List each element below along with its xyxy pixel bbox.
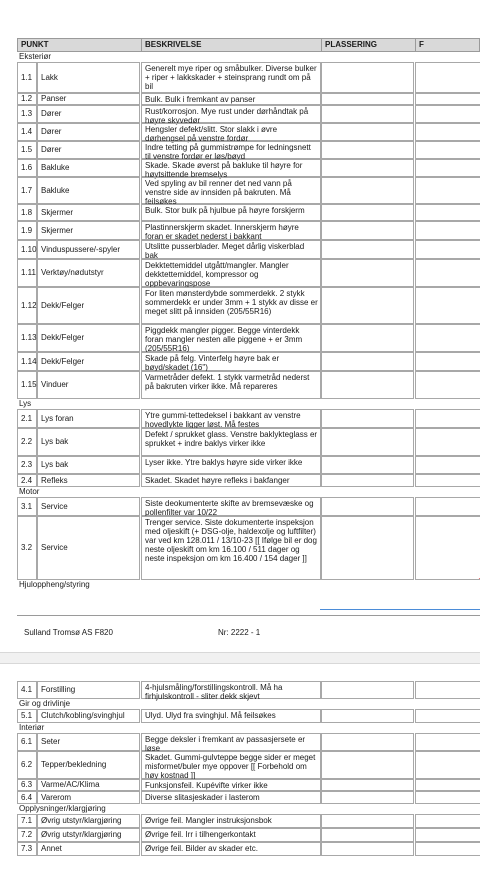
row-plassering-cell <box>321 681 414 699</box>
table-row <box>17 842 480 856</box>
row-number: 3.2 <box>21 543 33 552</box>
row-extra-cell <box>415 779 480 791</box>
row-extra-cell <box>415 709 480 723</box>
row-description: Skade på felg. Vinterfelg høyre bak er bøyd/skadet (16") <box>145 354 280 372</box>
row-point: Øvrig utstyr/klargjøring <box>41 830 122 839</box>
row-number: 2.3 <box>21 460 33 469</box>
section-heading: Hjuloppheng/styring <box>19 580 90 589</box>
row-description: Bulk. Stor bulk på hjulbue på høyre forskjerm <box>145 206 305 215</box>
row-plassering-cell <box>321 497 414 516</box>
row-number: 6.4 <box>21 792 33 802</box>
row-description-cell <box>141 352 321 371</box>
section-heading: Opplysninger/klargjøring <box>19 804 106 813</box>
row-number: 3.1 <box>21 501 33 511</box>
row-description: Hengsler defekt/slitt. Stor slakk i øvre dørhengsel på venstre fordør <box>145 125 278 143</box>
header-extra: F <box>415 39 424 51</box>
row-point: Bakluke <box>41 185 70 195</box>
row-point: Dekk/Felger <box>41 356 85 366</box>
table-row <box>17 123 480 141</box>
row-plassering-cell <box>321 324 414 352</box>
row-description: Piggdekk mangler pigger. Begge vinterdekk foran mangler nesten alle piggene + er 3mm (205/55R16) <box>145 326 303 353</box>
row-point-cell <box>37 497 140 516</box>
row-number: 6.1 <box>21 737 33 746</box>
row-number-cell <box>17 791 37 804</box>
table-row <box>17 409 480 428</box>
row-point: Service <box>41 501 68 511</box>
row-description-cell <box>141 141 321 159</box>
row-extra-cell <box>415 159 480 177</box>
table-row <box>17 324 480 352</box>
row-point: Forstilling <box>41 685 76 694</box>
footer-company: Sulland Tromsø AS F820 <box>24 628 113 637</box>
row-description: Øvrige feil. Mangler instruksjonsbok <box>145 816 272 825</box>
row-extra-cell <box>415 681 480 699</box>
row-number-cell <box>17 681 37 699</box>
row-number-cell <box>17 814 37 828</box>
row-number: 6.3 <box>21 780 33 789</box>
row-number: 1.11 <box>21 268 36 277</box>
row-point: Annet <box>41 844 62 853</box>
row-plassering-cell <box>321 779 414 791</box>
row-number-cell <box>17 324 37 352</box>
row-number-cell <box>17 240 37 259</box>
row-point-cell <box>37 516 140 580</box>
row-number-cell <box>17 93 37 105</box>
row-description-cell <box>141 709 321 723</box>
section-heading: Motor <box>19 487 40 496</box>
row-plassering-cell <box>321 240 414 259</box>
row-number: 6.2 <box>21 760 33 769</box>
row-point: Dører <box>41 127 62 136</box>
row-extra-cell <box>415 428 480 456</box>
table-row <box>17 828 480 842</box>
page-divider <box>17 615 480 616</box>
table-row <box>17 352 480 371</box>
table-row <box>17 709 480 723</box>
table-row <box>17 62 480 93</box>
row-plassering-cell <box>321 371 414 399</box>
row-number-cell <box>17 141 37 159</box>
row-description: Rust/korrosjon. Mye rust under dørhåndtak på høyre skyvedør <box>145 107 309 125</box>
row-point: Lys bak <box>41 437 69 446</box>
row-description-cell <box>141 497 321 516</box>
row-number-cell <box>17 177 37 204</box>
row-description: Defekt / sprukket glass. Venstre baklykteglass er sprukket + indre baklys virker ikke <box>145 430 318 448</box>
header-beskrivelse: BESKRIVELSE <box>141 39 201 51</box>
row-description-cell <box>141 324 321 352</box>
row-number-cell <box>17 428 37 456</box>
row-point-cell <box>37 428 140 456</box>
row-extra-cell <box>415 751 480 779</box>
row-point: Skjermer <box>41 225 74 235</box>
row-description: 4-hjulsmåling/forstillingskontroll. Må ha firhjulskontroll - sliter dekk skjevt <box>145 683 283 701</box>
row-point: Vinduspussere/-spyler <box>41 244 121 254</box>
row-number: 1.3 <box>21 109 33 118</box>
row-description: Ved spyling av bil renner det ned vann på venstre side av innsiden på bakruten. Må feilsøkes <box>145 179 292 206</box>
row-plassering-cell <box>321 105 414 123</box>
row-description-cell <box>141 779 321 791</box>
table-row <box>17 791 480 804</box>
row-point: Dekk/Felger <box>41 300 85 310</box>
row-extra-cell <box>415 177 480 204</box>
row-point: Lys bak <box>41 460 69 469</box>
row-description-cell <box>141 204 321 221</box>
table-row <box>17 474 480 487</box>
row-point: Dører <box>41 145 62 154</box>
row-point-cell <box>37 409 140 428</box>
row-number: 1.13 <box>21 333 37 342</box>
row-point-cell <box>37 177 140 204</box>
row-point: Skjermer <box>41 207 74 217</box>
row-description-cell <box>141 751 321 779</box>
row-description: Skade. Skade øverst på bakluke til høyre for høytsittende bremselys <box>145 161 303 179</box>
header-punkt: PUNKT <box>21 40 49 49</box>
row-number: 7.1 <box>21 816 33 825</box>
row-point: Dører <box>41 109 62 118</box>
row-description: Øvrige feil. Bilder av skader etc. <box>145 844 258 853</box>
page-divider-accent <box>320 609 480 610</box>
row-extra-cell <box>415 221 480 240</box>
row-plassering-cell <box>321 751 414 779</box>
row-point-cell <box>37 352 140 371</box>
row-extra-cell <box>415 93 480 105</box>
footer-number: Nr: 2222 - 1 <box>218 628 261 637</box>
row-number: 2.2 <box>21 437 33 446</box>
row-extra-cell <box>415 733 480 751</box>
row-point: Tepper/bekledning <box>41 760 107 769</box>
row-description: Diverse slitasjeskader i lasterom <box>145 793 260 802</box>
row-point-cell <box>37 123 140 141</box>
row-point-cell <box>37 93 140 105</box>
table-row <box>17 105 480 123</box>
table-row <box>17 751 480 779</box>
row-number: 1.4 <box>21 127 33 136</box>
row-point-cell <box>37 287 140 324</box>
row-point-cell <box>37 62 140 93</box>
row-description-cell <box>141 733 321 751</box>
row-plassering-cell <box>321 791 414 804</box>
row-description-cell <box>141 828 321 842</box>
row-extra-cell <box>415 409 480 428</box>
row-description-cell <box>141 791 321 804</box>
row-extra-cell <box>415 62 480 93</box>
row-point-cell <box>37 456 140 474</box>
row-number: 7.2 <box>21 830 33 839</box>
row-plassering-cell <box>321 516 414 580</box>
row-extra-cell <box>415 141 480 159</box>
row-extra-cell <box>415 516 480 580</box>
row-extra-cell <box>415 105 480 123</box>
row-plassering-cell <box>321 456 414 474</box>
row-description-cell <box>141 259 321 287</box>
row-description-cell <box>141 681 321 699</box>
table-row <box>17 497 480 516</box>
table-row <box>17 221 480 240</box>
table-row <box>17 177 480 204</box>
row-number-cell <box>17 221 37 240</box>
row-description-cell <box>141 814 321 828</box>
row-number-cell <box>17 287 37 324</box>
row-plassering-cell <box>321 204 414 221</box>
row-plassering-cell <box>321 221 414 240</box>
row-number-cell <box>17 371 37 399</box>
row-point-cell <box>37 814 140 828</box>
row-description: Siste deokumenterte skifte av bremsevæske og pollenfilter var 10/22 <box>145 499 314 517</box>
row-point-cell <box>37 324 140 352</box>
row-description: Indre tetting på gummistrømpe for ledningsnett til venstre fordør er løs/bøyd <box>145 143 311 161</box>
row-point-cell <box>37 141 140 159</box>
row-plassering-cell <box>321 474 414 487</box>
row-number-cell <box>17 709 37 723</box>
table-row <box>17 204 480 221</box>
row-description: Lyser ikke. Ytre baklys høyre side virker ikke <box>145 458 303 467</box>
row-point: Lakk <box>41 72 58 82</box>
table-row <box>17 814 480 828</box>
row-number: 1.14 <box>21 356 37 366</box>
row-description-cell <box>141 409 321 428</box>
row-point: Varerom <box>41 792 72 802</box>
row-point-cell <box>37 681 140 699</box>
row-point: Refleks <box>41 475 68 485</box>
row-number: 1.12 <box>21 300 37 310</box>
row-number-cell <box>17 204 37 221</box>
row-point-cell <box>37 371 140 399</box>
table-row <box>17 259 480 287</box>
row-plassering-cell <box>321 814 414 828</box>
row-plassering-cell <box>321 259 414 287</box>
row-description: Skadet. Skadet høyre refleks i bakfanger <box>145 476 290 485</box>
row-plassering-cell <box>321 709 414 723</box>
row-description: Bulk. Bulk i fremkant av panser <box>145 95 256 104</box>
row-description-cell <box>141 221 321 240</box>
row-description: Varmetråder defekt. 1 stykk varmetråd nederst på bakruten virker ikke. Må repareres <box>145 373 310 391</box>
margin-mark: · <box>478 574 481 583</box>
row-plassering-cell <box>321 828 414 842</box>
row-description-cell <box>141 474 321 487</box>
row-number: 1.7 <box>21 185 33 195</box>
row-number-cell <box>17 474 37 487</box>
row-point: Lys foran <box>41 413 74 423</box>
row-number-cell <box>17 62 37 93</box>
row-description-cell <box>141 456 321 474</box>
row-point-cell <box>37 105 140 123</box>
row-number-cell <box>17 516 37 580</box>
row-extra-cell <box>415 828 480 842</box>
row-point-cell <box>37 791 140 804</box>
row-description: Utslitte pusserblader. Meget dårlig viskerblad bak <box>145 242 305 260</box>
row-point: Service <box>41 543 68 552</box>
row-description-cell <box>141 371 321 399</box>
row-description: Begge deksler i fremkant av passasjersete er løse <box>145 735 306 753</box>
row-extra-cell <box>415 497 480 516</box>
row-number: 1.1 <box>21 72 33 82</box>
page-gap <box>0 652 480 664</box>
row-point-cell <box>37 779 140 791</box>
row-point: Panser <box>41 94 67 103</box>
row-plassering-cell <box>321 93 414 105</box>
table-row <box>17 93 480 105</box>
row-point: Dekk/Felger <box>41 333 85 342</box>
row-number: 2.4 <box>21 475 33 485</box>
row-number: 7.3 <box>21 844 33 853</box>
table-row <box>17 159 480 177</box>
row-description-cell <box>141 159 321 177</box>
row-number-cell <box>17 733 37 751</box>
row-plassering-cell <box>321 409 414 428</box>
row-number-cell <box>17 828 37 842</box>
row-plassering-cell <box>321 842 414 856</box>
row-number-cell <box>17 105 37 123</box>
row-plassering-cell <box>321 287 414 324</box>
row-number-cell <box>17 456 37 474</box>
row-point: Bakluke <box>41 163 70 172</box>
row-extra-cell <box>415 791 480 804</box>
row-point: Seter <box>41 737 61 746</box>
row-point-cell <box>37 828 140 842</box>
row-number-cell <box>17 123 37 141</box>
row-extra-cell <box>415 371 480 399</box>
row-description: Ytre gummi-tettedeksel i bakkant av venstre hovedlykte ligger løst. Må festes <box>145 411 301 429</box>
row-extra-cell <box>415 259 480 287</box>
row-extra-cell <box>415 324 480 352</box>
row-description-cell <box>141 842 321 856</box>
table-row <box>17 240 480 259</box>
row-number-cell <box>17 159 37 177</box>
row-number: 1.9 <box>21 225 33 235</box>
row-number: 2.1 <box>21 413 33 423</box>
section-heading: Eksteriør <box>19 52 51 61</box>
row-description: Skadet. Gummi-gulvteppe begge sider er meget misformet/buler mye oppover [[ Forbehold om høy kostnad ]] <box>145 753 316 780</box>
row-extra-cell <box>415 456 480 474</box>
row-description-cell <box>141 177 321 204</box>
row-description-cell <box>141 428 321 456</box>
row-description: Plastinnerskjerm skadet. Innerskjerm høyre foran er skadet nederst i bakkant <box>145 223 299 241</box>
row-point: Øvrig utstyr/klargjøring <box>41 816 122 825</box>
row-description: Generelt mye riper og småbulker. Diverse bulker + riper + lakkskader + steinsprang rundt om på bil <box>145 64 317 91</box>
row-description-cell <box>141 105 321 123</box>
row-point-cell <box>37 474 140 487</box>
table-row <box>17 371 480 399</box>
row-number: 1.10 <box>21 244 37 254</box>
row-number: 1.15 <box>21 380 37 389</box>
section-heading: Gir og drivlinje <box>19 699 71 708</box>
row-description: Trenger service. Siste dokumenterte inspeksjon med oljeskift (+ DSG-olje, haldexolje og luftfilter) var ved km 128.011 / 13/10-23 [[ Ifølge bil er dog neste oljeskift om km 16.100 / 511 dager og neste inspeksjon om km 16.400 / 154 dager ]] <box>145 518 317 563</box>
row-description-cell <box>141 240 321 259</box>
table-row <box>17 428 480 456</box>
section-heading: Lys <box>19 399 32 408</box>
row-number: 1.8 <box>21 207 33 217</box>
table-row <box>17 456 480 474</box>
row-point-cell <box>37 733 140 751</box>
table-row <box>17 779 480 791</box>
row-point-cell <box>37 221 140 240</box>
table-row <box>17 141 480 159</box>
row-number-cell <box>17 779 37 791</box>
row-number: 1.5 <box>21 145 33 154</box>
header-plassering: PLASSERING <box>321 39 377 51</box>
row-point-cell <box>37 709 140 723</box>
row-point: Clutch/kobling/svinghjul <box>41 711 125 720</box>
row-extra-cell <box>415 474 480 487</box>
row-point-cell <box>37 259 140 287</box>
row-point-cell <box>37 240 140 259</box>
row-description-cell <box>141 287 321 324</box>
row-extra-cell <box>415 352 480 371</box>
table-row <box>17 516 480 580</box>
row-plassering-cell <box>321 733 414 751</box>
row-number-cell <box>17 842 37 856</box>
table-row <box>17 681 480 699</box>
row-description-cell <box>141 62 321 93</box>
row-plassering-cell <box>321 177 414 204</box>
row-plassering-cell <box>321 352 414 371</box>
row-extra-cell <box>415 204 480 221</box>
row-description: Øvrige feil. Irr i tilhengerkontakt <box>145 830 256 839</box>
row-extra-cell <box>415 123 480 141</box>
row-point-cell <box>37 751 140 779</box>
row-extra-cell <box>415 842 480 856</box>
row-point: Vinduer <box>41 380 69 389</box>
report-page-2 <box>0 664 480 871</box>
row-plassering-cell <box>321 428 414 456</box>
row-extra-cell <box>415 287 480 324</box>
row-plassering-cell <box>321 141 414 159</box>
row-point: Verktøy/nødutstyr <box>41 268 104 277</box>
row-number: 4.1 <box>21 685 33 694</box>
row-extra-cell <box>415 814 480 828</box>
row-description: Ulyd. Ulyd fra svinghjul. Må feilsøkes <box>145 711 276 720</box>
row-point-cell <box>37 159 140 177</box>
row-description: For liten mønsterdybde sommerdekk. 2 stykk sommerdekk er under 3mm + 1 stykk av disse er meget slitt på innsiden (205/55R16) <box>145 289 318 316</box>
row-point-cell <box>37 204 140 221</box>
row-number: 5.1 <box>21 711 33 720</box>
row-description-cell <box>141 516 321 580</box>
row-plassering-cell <box>321 159 414 177</box>
row-number-cell <box>17 751 37 779</box>
table-row <box>17 733 480 751</box>
row-number-cell <box>17 259 37 287</box>
row-point: Varme/AC/Klima <box>41 780 100 789</box>
row-number-cell <box>17 497 37 516</box>
row-number: 1.2 <box>21 94 33 103</box>
row-number-cell <box>17 409 37 428</box>
row-description: Dekktettemiddel utgått/mangler. Mangler dekktettemiddel, kompressor og oppbevaringspose <box>145 261 289 288</box>
row-plassering-cell <box>321 123 414 141</box>
table-header <box>17 38 480 52</box>
row-description-cell <box>141 93 321 105</box>
table-row <box>17 287 480 324</box>
row-extra-cell <box>415 240 480 259</box>
row-plassering-cell <box>321 62 414 93</box>
section-heading: Interiør <box>19 723 45 732</box>
row-description: Funksjonsfeil. Kupévifte virker ikke <box>145 781 268 790</box>
row-description-cell <box>141 123 321 141</box>
row-point-cell <box>37 842 140 856</box>
row-number-cell <box>17 352 37 371</box>
row-number: 1.6 <box>21 163 33 172</box>
